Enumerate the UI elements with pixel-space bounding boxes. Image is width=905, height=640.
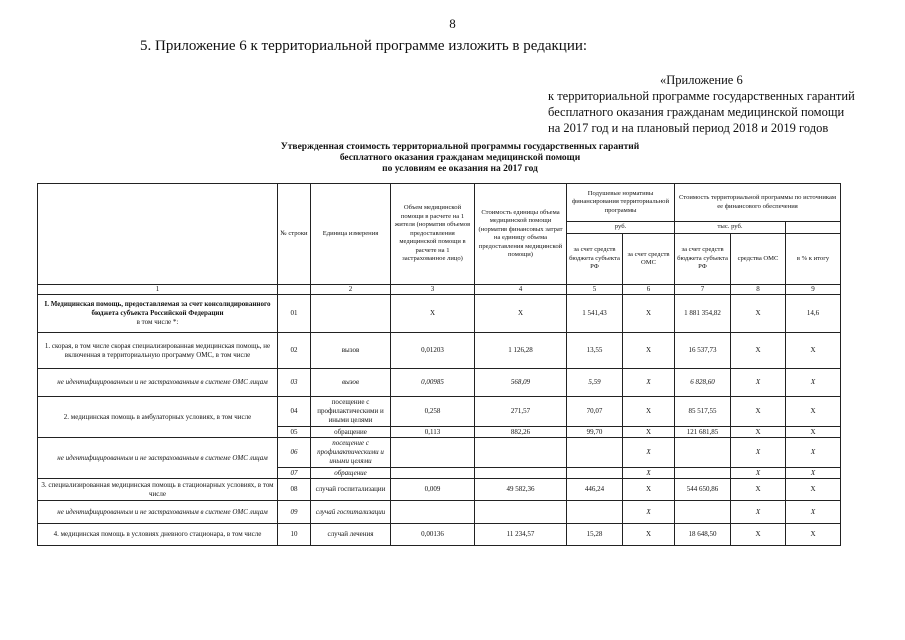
amendment-intro: 5. Приложение 6 к территориальной программе изложить в редакции:	[140, 38, 588, 54]
row-unit	[311, 295, 391, 333]
row-budget: 13,55	[567, 333, 623, 369]
row-budget: 5,59	[567, 369, 623, 397]
row-volume	[391, 501, 475, 524]
header-volume: Объем медицинской помощи в расчете на 1 жителя (норматив объемов предоставления медицинской помощи в расчете на 1 застрахованное лицо)	[391, 184, 475, 285]
table-row	[38, 479, 841, 501]
row-unit-cost	[475, 468, 567, 479]
row-percent: X	[786, 369, 841, 397]
row-number: 04	[278, 397, 311, 427]
row-name: не идентифицированным и не застрахованным в системе ОМС лицам	[38, 369, 278, 397]
row-oms-total: X	[731, 369, 786, 397]
header-total-cost: Стоимость территориальной программы по источникам ее финансового обеспечения	[675, 184, 841, 222]
row-oms: X	[623, 333, 675, 369]
row-budget: 99,70	[567, 427, 623, 438]
header-unit: Единица измерения	[311, 184, 391, 285]
row-oms: X	[623, 438, 675, 468]
row-unit-cost	[475, 501, 567, 524]
row-oms-total: X	[731, 397, 786, 427]
column-number	[278, 285, 311, 295]
row-budget-total: 544 650,86	[675, 479, 731, 501]
row-oms-total: X	[731, 479, 786, 501]
row-volume	[391, 438, 475, 468]
header-empty	[786, 222, 841, 234]
row-oms: X	[623, 397, 675, 427]
row-number: 10	[278, 524, 311, 546]
row-oms: X	[623, 369, 675, 397]
row-name: 4. медицинская помощь в условиях дневного стационара, в том числе	[38, 524, 278, 546]
header-unit-cost: Стоимость единицы объема медицинской помощи (норматив финансовых затрат на единицу объема предоставления медицинской помощи)	[475, 184, 567, 285]
header-budget-total: за счет средств бюджета субъекта РФ	[675, 234, 731, 285]
program-cost-table	[37, 183, 841, 546]
row-unit-cost: 1 126,28	[475, 333, 567, 369]
row-budget	[567, 501, 623, 524]
row-number: 01	[278, 295, 311, 333]
row-oms-total: X	[731, 501, 786, 524]
table-row	[38, 501, 841, 524]
row-volume: X	[391, 295, 475, 333]
table-row	[38, 295, 841, 333]
row-unit-cost: 882,26	[475, 427, 567, 438]
row-budget-total: 1 881 354,82	[675, 295, 731, 333]
row-budget-total	[675, 468, 731, 479]
header-oms-total: средства ОМС	[731, 234, 786, 285]
row-oms: X	[623, 524, 675, 546]
row-percent: X	[786, 438, 841, 468]
row-oms: X	[623, 479, 675, 501]
row-percent: 14,6	[786, 295, 841, 333]
header-row-number: № строки	[278, 184, 311, 285]
table-title-line: Утвержденная стоимость территориальной программы государственных гарантий	[280, 142, 640, 152]
appendix-title: «Приложение 6	[660, 73, 743, 87]
row-name: 2. медицинская помощь в амбулаторных условиях, в том числе	[38, 397, 278, 438]
row-unit: обращение	[311, 468, 391, 479]
row-oms: X	[623, 427, 675, 438]
row-unit-cost	[475, 438, 567, 468]
row-unit: вызов	[311, 369, 391, 397]
row-oms-total: X	[731, 438, 786, 468]
row-oms: X	[623, 295, 675, 333]
row-volume: 0,01203	[391, 333, 475, 369]
row-volume: 0,00985	[391, 369, 475, 397]
column-number: 1	[38, 285, 278, 295]
row-percent: X	[786, 427, 841, 438]
row-number: 02	[278, 333, 311, 369]
row-oms-total: X	[731, 295, 786, 333]
row-budget-total	[675, 501, 731, 524]
row-name: 3. специализированная медицинская помощь в стационарных условиях, в том числе	[38, 479, 278, 501]
row-name: 1. скорая, в том числе скорая специализированная медицинская помощь, не включенная в территориальную программу ОМС, в том числе	[38, 333, 278, 369]
row-budget-total: 121 681,85	[675, 427, 731, 438]
header-name	[38, 184, 278, 285]
row-unit-cost: X	[475, 295, 567, 333]
row-unit: случай госпитализации	[311, 501, 391, 524]
column-number: 3	[391, 285, 475, 295]
row-budget	[567, 438, 623, 468]
row-oms: X	[623, 501, 675, 524]
row-unit: посещение с профилактическими и иными целями	[311, 438, 391, 468]
row-number: 06	[278, 438, 311, 468]
table-row	[38, 397, 841, 427]
row-number: 05	[278, 427, 311, 438]
row-unit: посещение с профилактическими и иными целями	[311, 397, 391, 427]
column-number: 2	[311, 285, 391, 295]
row-name-main: I. Медицинская помощь, предоставляемая за счет консолидированного бюджета субъекта Российской Федерации	[44, 300, 271, 317]
table-row	[38, 333, 841, 369]
row-budget: 446,24	[567, 479, 623, 501]
row-budget-total	[675, 438, 731, 468]
table-row	[38, 438, 841, 468]
header-thous-rub: тыс. руб.	[675, 222, 786, 234]
page-number: 8	[449, 16, 456, 31]
table-row	[38, 524, 841, 546]
row-volume: 0,113	[391, 427, 475, 438]
row-percent: X	[786, 333, 841, 369]
header-budget: за счет средств бюджета субъекта РФ	[567, 234, 623, 285]
row-unit: вызов	[311, 333, 391, 369]
row-percent: X	[786, 501, 841, 524]
header-percent: в % к итогу	[786, 234, 841, 285]
row-unit: случай госпитализации	[311, 479, 391, 501]
row-oms-total: X	[731, 333, 786, 369]
column-number: 8	[731, 285, 786, 295]
row-number: 07	[278, 468, 311, 479]
table-title-line: по условиям ее оказания на 2017 год	[382, 164, 538, 174]
column-number: 4	[475, 285, 567, 295]
row-unit-cost: 568,09	[475, 369, 567, 397]
header-rub: руб.	[567, 222, 675, 234]
appendix-line: на 2017 год и на плановый период 2018 и 2019 годов	[548, 121, 829, 135]
table-row	[38, 369, 841, 397]
row-number: 03	[278, 369, 311, 397]
row-budget-total: 16 537,73	[675, 333, 731, 369]
appendix-line: бесплатного оказания гражданам медицинской помощи	[548, 105, 845, 119]
row-volume: 0,00136	[391, 524, 475, 546]
row-unit: обращение	[311, 427, 391, 438]
table-title	[180, 142, 740, 175]
row-number: 08	[278, 479, 311, 501]
column-number-row	[38, 285, 841, 295]
row-name: не идентифицированным и не застрахованным в системе ОМС лицам	[38, 501, 278, 524]
row-oms-total: X	[731, 468, 786, 479]
row-budget: 70,07	[567, 397, 623, 427]
row-unit: случай лечения	[311, 524, 391, 546]
row-budget: 1 541,43	[567, 295, 623, 333]
row-volume: 0,258	[391, 397, 475, 427]
column-number: 6	[623, 285, 675, 295]
appendix-heading	[548, 72, 855, 136]
row-volume: 0,009	[391, 479, 475, 501]
row-name	[38, 295, 278, 333]
row-oms-total: X	[731, 427, 786, 438]
row-name-sub: в том числе *:	[136, 318, 179, 326]
column-number: 9	[786, 285, 841, 295]
row-volume	[391, 468, 475, 479]
row-budget-total: 18 648,50	[675, 524, 731, 546]
header-oms: за счет средств ОМС	[623, 234, 675, 285]
row-budget	[567, 468, 623, 479]
row-unit-cost: 49 582,36	[475, 479, 567, 501]
row-name: не идентифицированным и не застрахованным в системе ОМС лицам	[38, 438, 278, 479]
row-oms: X	[623, 468, 675, 479]
row-percent: X	[786, 524, 841, 546]
row-percent: X	[786, 397, 841, 427]
row-budget-total: 6 828,60	[675, 369, 731, 397]
row-percent: X	[786, 479, 841, 501]
row-budget-total: 85 517,55	[675, 397, 731, 427]
row-number: 09	[278, 501, 311, 524]
appendix-line: к территориальной программе государственных гарантий	[548, 89, 855, 103]
column-number: 5	[567, 285, 623, 295]
column-number: 7	[675, 285, 731, 295]
row-unit-cost: 11 234,57	[475, 524, 567, 546]
table-title-line: бесплатного оказания гражданам медицинской помощи	[339, 153, 581, 163]
row-budget: 15,28	[567, 524, 623, 546]
row-oms-total: X	[731, 524, 786, 546]
header-per-capita: Подушевые нормативы финансирования территориальной программы	[567, 184, 675, 222]
row-unit-cost: 271,57	[475, 397, 567, 427]
row-percent: X	[786, 468, 841, 479]
